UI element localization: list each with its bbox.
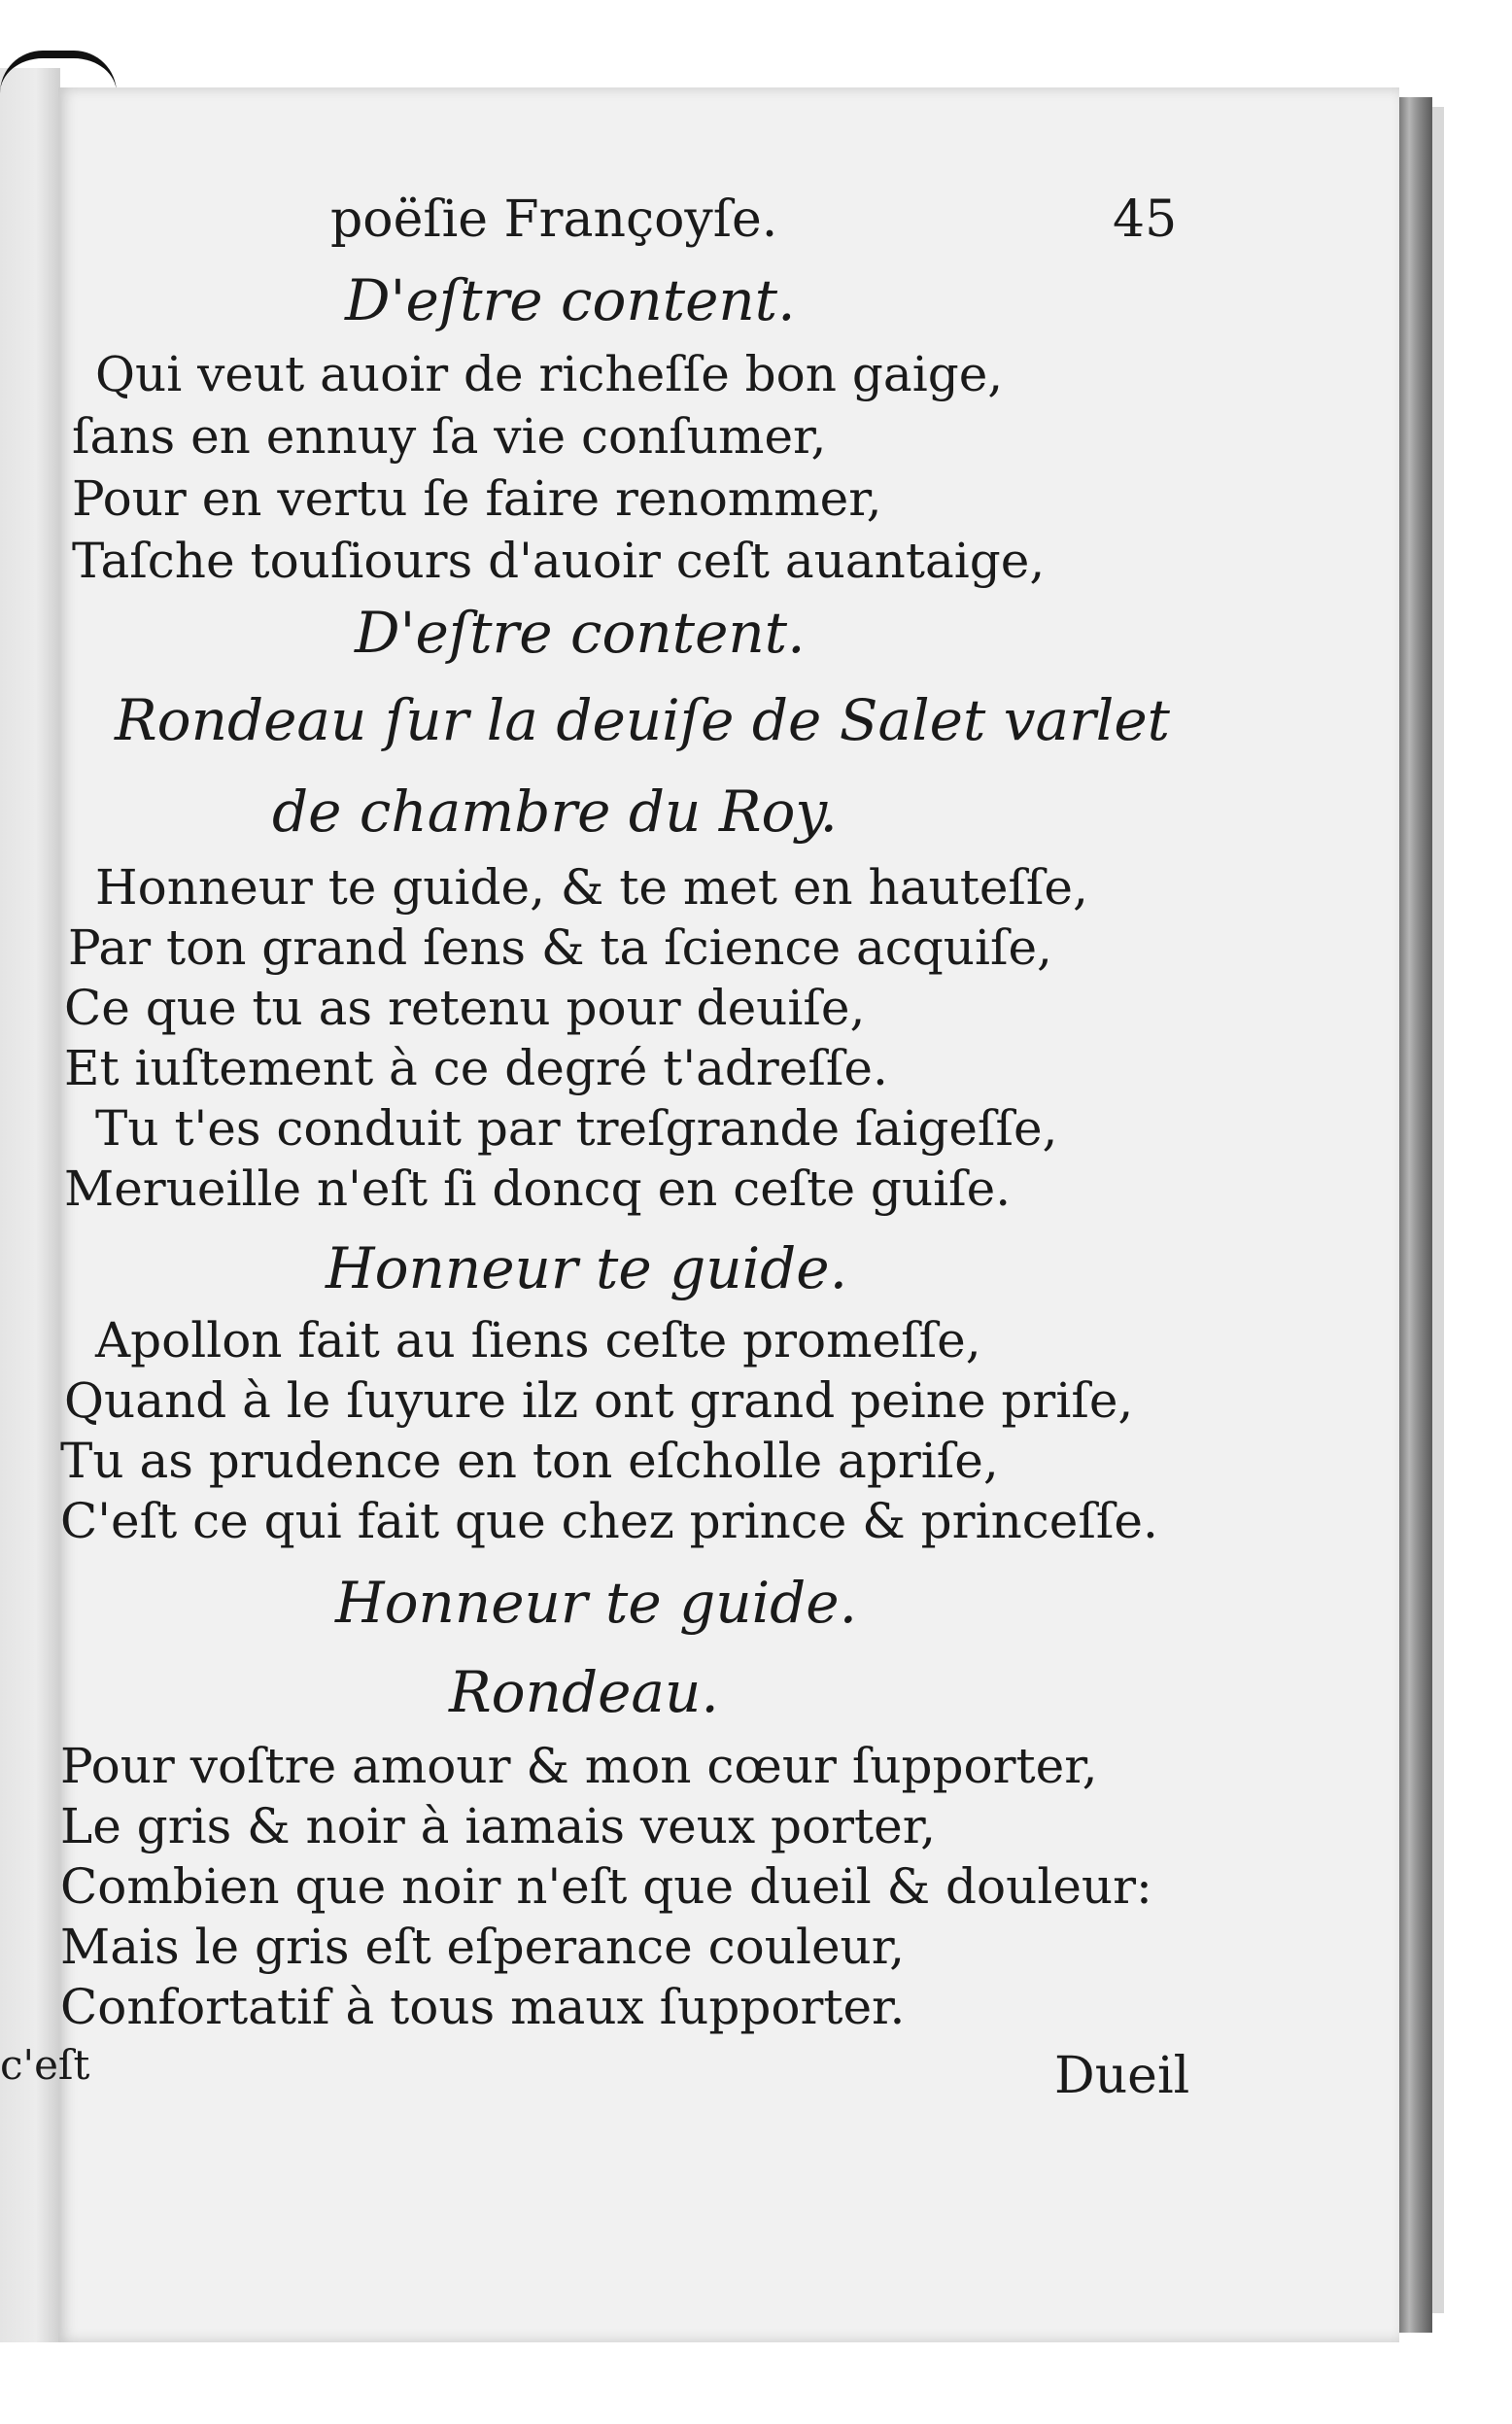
verse-line: Combien que noir n'eſt que dueil & douleur: <box>60 1858 1152 1915</box>
verse-line: C'eſt ce qui fait que chez prince & princeſſe. <box>60 1493 1158 1549</box>
verse-line: Qui veut auoir de richeſſe bon gaige, <box>95 346 1004 402</box>
heading: Honneur te guide. <box>326 1235 848 1301</box>
heading: de chambre du Roy. <box>272 779 838 845</box>
verse-line: Pour en vertu ſe faire renommer, <box>72 470 882 527</box>
verse-line: Merueille n'eſt ſi doncq en ceſte guiſe. <box>64 1160 1012 1217</box>
verse-line: Tu t'es conduit par treſgrande ſaigeſſe, <box>95 1100 1058 1157</box>
page-stack-edge <box>1399 97 1432 2333</box>
running-title: poëſie Françoyſe. <box>330 190 778 249</box>
verse-line: Le gris & noir à iamais veux porter, <box>60 1798 937 1854</box>
page-stack-edge-outer <box>1432 107 1444 2313</box>
verse-line: Apollon fait au ſiens ceſte promeſſe, <box>95 1312 981 1368</box>
heading: D'eſtre content. <box>345 267 796 333</box>
verse-line: Tu as prudence en ton eſcholle apriſe, <box>60 1433 999 1489</box>
verse-line: Pour voſtre amour & mon cœur ſupporter, <box>60 1738 1098 1794</box>
verse-line: ſans en ennuy ſa vie conſumer, <box>72 408 827 465</box>
facing-page-fragment: c'eſt <box>0 2041 90 2089</box>
verse-line: Ce que tu as retenu pour deuiſe, <box>64 980 866 1036</box>
verse-line: Et iuſtement à ce degré t'adreſſe. <box>64 1040 888 1096</box>
heading: Honneur te guide. <box>335 1570 858 1636</box>
catchword: Dueil <box>1054 2047 1190 2105</box>
verse-line: Mais le gris eſt eſperance couleur, <box>60 1919 906 1975</box>
facing-page-edge <box>0 68 60 2342</box>
verse-line: Par ton grand ſens & ta ſcience acquiſe, <box>68 919 1052 976</box>
heading: Rondeau ſur la deuiſe de Salet varlet <box>115 687 1170 753</box>
page-number: 45 <box>1113 190 1178 249</box>
heading: D'eſtre content. <box>355 600 806 666</box>
verse-line: Honneur te guide, & te met en hauteſſe, <box>95 859 1088 916</box>
verse-line: Confortatif à tous maux ſupporter. <box>60 1979 906 2035</box>
verse-line: Quand à le ſuyure ilz ont grand peine priſe, <box>64 1372 1134 1429</box>
heading: Rondeau. <box>449 1659 719 1725</box>
verse-line: Taſche touſiours d'auoir ceſt auantaige, <box>72 533 1046 589</box>
